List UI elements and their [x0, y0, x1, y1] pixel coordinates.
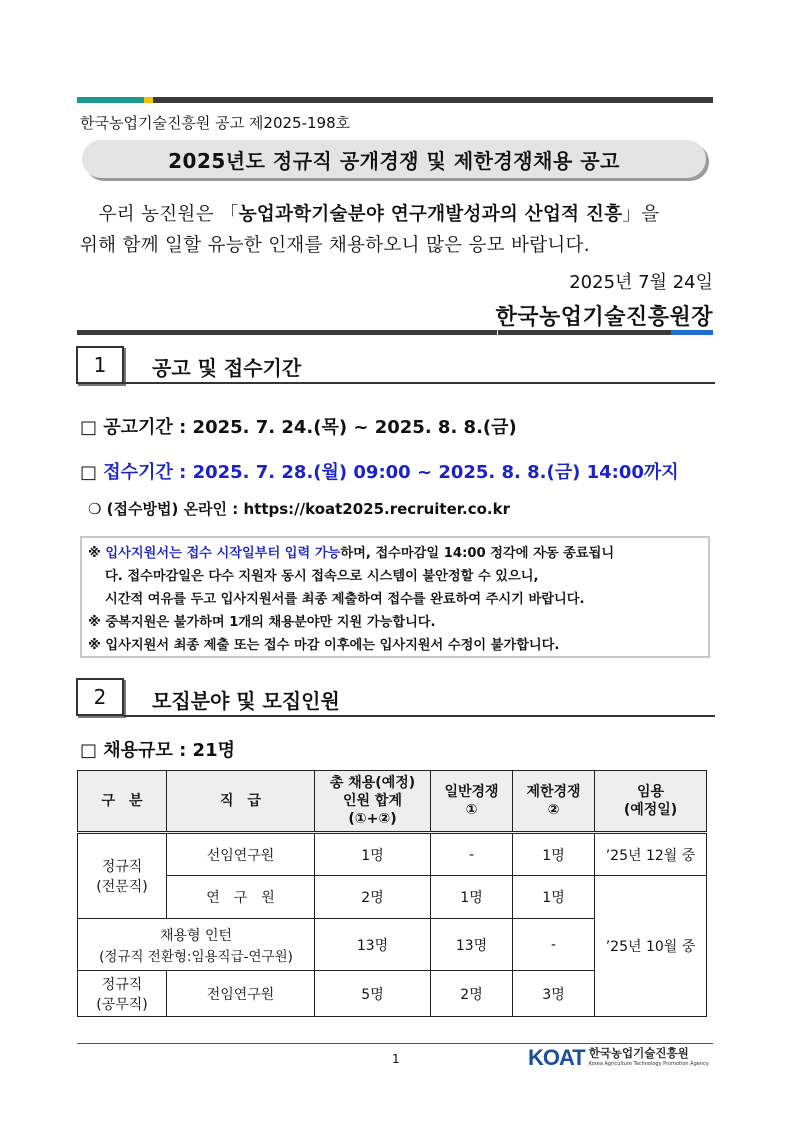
top-bar-teal-segment: [77, 97, 144, 103]
total-cell: 13명: [315, 919, 431, 971]
limited-cell: 1명: [513, 876, 595, 919]
header-total: [315, 771, 431, 833]
intro-suffix: 」을: [622, 204, 660, 225]
logo-english-name: Korea Agriculture Technology Promotion Agency: [588, 1061, 709, 1067]
receipt-period-row: [80, 458, 679, 484]
document-title: 2025년도 정규직 공개경쟁 및 제한경쟁채용 공고: [168, 148, 620, 173]
date-cell: ’25년 12월 중: [595, 833, 707, 876]
category-cell: [78, 919, 315, 971]
section-2-title: 모집분야 및 모집인원: [152, 689, 340, 713]
section-1-rule: [124, 382, 715, 384]
category-line-2: (정규직 전환형:임용직급-연구원): [99, 948, 293, 965]
header-general: [431, 771, 513, 833]
header-total-line-3: (①+②): [348, 811, 397, 827]
general-cell: 1명: [431, 876, 513, 919]
notes-box: [80, 536, 710, 658]
intro-prefix: 우리 농진원은 「: [98, 204, 239, 225]
logo-text: [589, 1045, 709, 1070]
receipt-period: 접수기간 : 2025. 7. 28.(월) 09:00 ~ 2025. 8. 8.(금) 14:00까지: [103, 462, 679, 483]
header-limited: [513, 771, 595, 833]
header-total-line-1: 총 채용(예정): [329, 775, 416, 791]
recruitment-table: [77, 770, 707, 1017]
grade-cell: 선임연구원: [167, 833, 315, 876]
recruitment-scale: □ 채용규모 : 21명: [80, 740, 235, 761]
category-line-1: 채용형 인턴: [159, 927, 233, 944]
intro-bold-text: 농업과학기술분야 연구개발성과의 산업적 진흥: [238, 204, 623, 225]
note-1-line-3: 시간적 여유를 두고 입사지원서를 최종 제출하여 접수를 완료하여 주시기 바랍니다.: [105, 592, 585, 607]
table-header-row: [78, 771, 707, 833]
limited-cell: 3명: [513, 971, 595, 1017]
table-row: [78, 833, 707, 876]
grade-cell: 연 구 원: [167, 876, 315, 919]
header-general-line-2: ①: [465, 802, 478, 818]
total-cell: 5명: [315, 971, 431, 1017]
note-3: ※ 입사지원서 최종 제출 또는 접수 마감 이후에는 입사지원서 수정이 불가합니다.: [88, 638, 560, 653]
header-date-line-1: 임용: [636, 784, 665, 800]
general-cell: 2명: [431, 971, 513, 1017]
top-bar-yellow-segment: [144, 97, 153, 103]
section-1-title: 공고 및 접수기간: [152, 356, 302, 380]
section-1-number: 1: [76, 346, 124, 384]
note-1-line-1: [88, 542, 702, 565]
page-number: 1: [392, 1052, 400, 1066]
note-1-rest: 하며, 접수마감일 14:00 정각에 자동 종료됩니: [340, 546, 615, 561]
issuer-underline-blue: [671, 330, 713, 335]
issuer-name: 한국농업기술진흥원장: [495, 305, 713, 330]
logo-korean-name: 한국농업기술진흥원: [588, 1046, 689, 1060]
section-2-rule: [124, 715, 715, 717]
top-decorative-bar: [77, 97, 713, 103]
limited-cell: 1명: [513, 833, 595, 876]
header-limited-line-1: 제한경쟁: [526, 784, 581, 800]
logo-mark: KOAT: [528, 1045, 585, 1070]
total-cell: 1명: [315, 833, 431, 876]
footer-rule: [77, 1043, 713, 1044]
notice-number: 한국농업기술진흥원 공고 제2025-198호: [80, 114, 351, 132]
document-title-box: [82, 140, 706, 178]
issuer-underline: [498, 330, 713, 335]
intro-line-2: 위해 함께 일할 유능한 인재를 채용하오니 많은 응모 바랍니다.: [80, 235, 590, 256]
general-cell: 13명: [431, 919, 513, 971]
application-method: ❍ (접수방법) 온라인 : https://koat2025.recruiter.co.kr: [88, 500, 510, 518]
grade-cell: 전임연구원: [167, 971, 315, 1017]
receipt-period-box: □: [80, 462, 98, 483]
header-grade: 직 급: [167, 771, 315, 833]
note-1-highlight: 입사지원서는 접수 시작일부터 입력 가능: [105, 546, 341, 561]
header-appointment-date: [595, 771, 707, 833]
issuer-rule: [77, 330, 497, 335]
category-line-2: (공무직): [96, 996, 148, 1013]
date-cell: ’25년 10월 중: [595, 876, 707, 1017]
limited-cell: -: [513, 919, 595, 971]
note-1-line-2: 다. 접수마감일은 다수 지원자 동시 접속으로 시스템이 불안정할 수 있으니,: [105, 569, 539, 584]
header-limited-line-2: ②: [547, 802, 560, 818]
table-row: [78, 876, 707, 919]
koat-logo: [528, 1045, 709, 1071]
category-line-1: 정규직: [101, 859, 143, 875]
header-total-line-2: 인원 합계: [343, 793, 402, 809]
general-cell: -: [431, 833, 513, 876]
category-cell: [78, 971, 167, 1017]
header-category: 구 분: [78, 771, 167, 833]
note-mark: ※: [88, 546, 106, 561]
category-line-2: (전문직): [96, 879, 148, 895]
header-general-line-1: 일반경쟁: [444, 784, 499, 800]
intro-paragraph: [80, 199, 720, 261]
category-line-1: 정규직: [101, 976, 143, 993]
header-date-line-2: (예정일): [623, 802, 678, 818]
notice-date: 2025년 7월 24일: [569, 272, 713, 293]
total-cell: 2명: [315, 876, 431, 919]
intro-line-1: [80, 199, 720, 230]
announce-period: □ 공고기간 : 2025. 7. 24.(목) ~ 2025. 8. 8.(금): [80, 417, 517, 438]
section-2-number: 2: [76, 678, 124, 716]
category-cell: [78, 833, 167, 919]
note-2: ※ 중복지원은 불가하며 1개의 채용분야만 지원 가능합니다.: [88, 615, 436, 630]
